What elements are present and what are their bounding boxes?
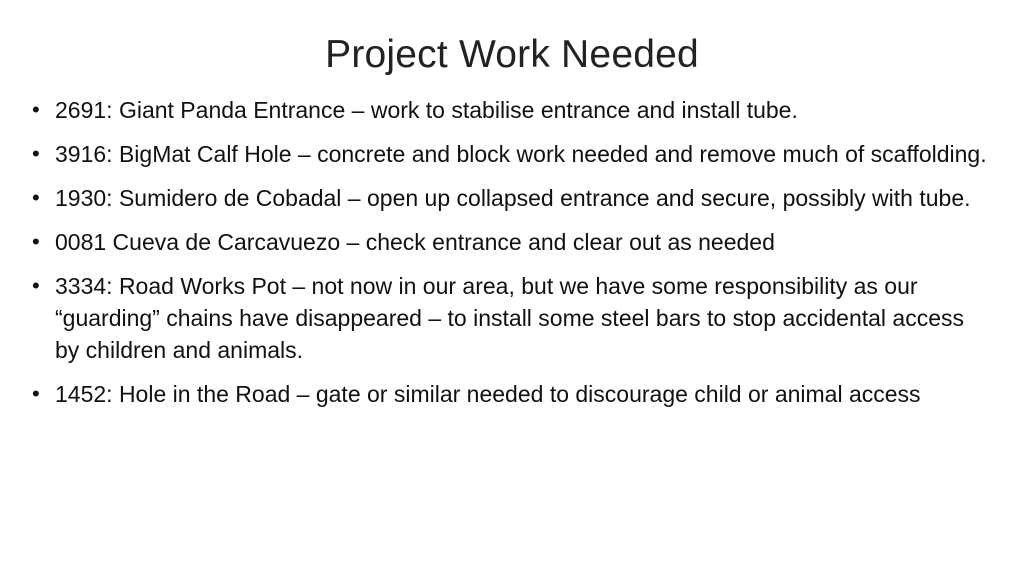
bullet-text: 2691: Giant Panda Entrance – work to stabilise entrance and install tube. <box>55 97 798 123</box>
bullet-dot-icon: • <box>32 381 40 406</box>
bullet-item <box>30 182 990 214</box>
bullet-dot-icon: • <box>32 141 40 166</box>
bullet-text: 3334: Road Works Pot – not now in our area, but we have some responsibility as our “guarding” chains have disappeared – to install some steel bars to stop accidental access by children and animals. <box>55 273 965 363</box>
bullet-item <box>30 138 990 170</box>
bullet-item <box>30 226 990 258</box>
bullet-dot-icon: • <box>32 97 40 122</box>
bullet-text: 1452: Hole in the Road – gate or similar needed to discourage child or animal access <box>55 381 921 407</box>
bullet-dot-icon: • <box>32 229 40 254</box>
bullet-item <box>30 378 990 410</box>
bullet-item <box>30 94 990 126</box>
bullet-item <box>30 270 990 366</box>
bullet-dot-icon: • <box>32 185 40 210</box>
bullet-dot-icon: • <box>32 273 40 298</box>
bullet-list <box>30 94 990 422</box>
slide-title: Project Work Needed <box>325 33 699 76</box>
bullet-text: 1930: Sumidero de Cobadal – open up collapsed entrance and secure, possibly with tube. <box>55 185 971 211</box>
bullet-text: 0081 Cueva de Carcavuezo – check entrance and clear out as needed <box>55 229 775 255</box>
bullet-text: 3916: BigMat Calf Hole – concrete and block work needed and remove much of scaffolding. <box>55 141 987 167</box>
